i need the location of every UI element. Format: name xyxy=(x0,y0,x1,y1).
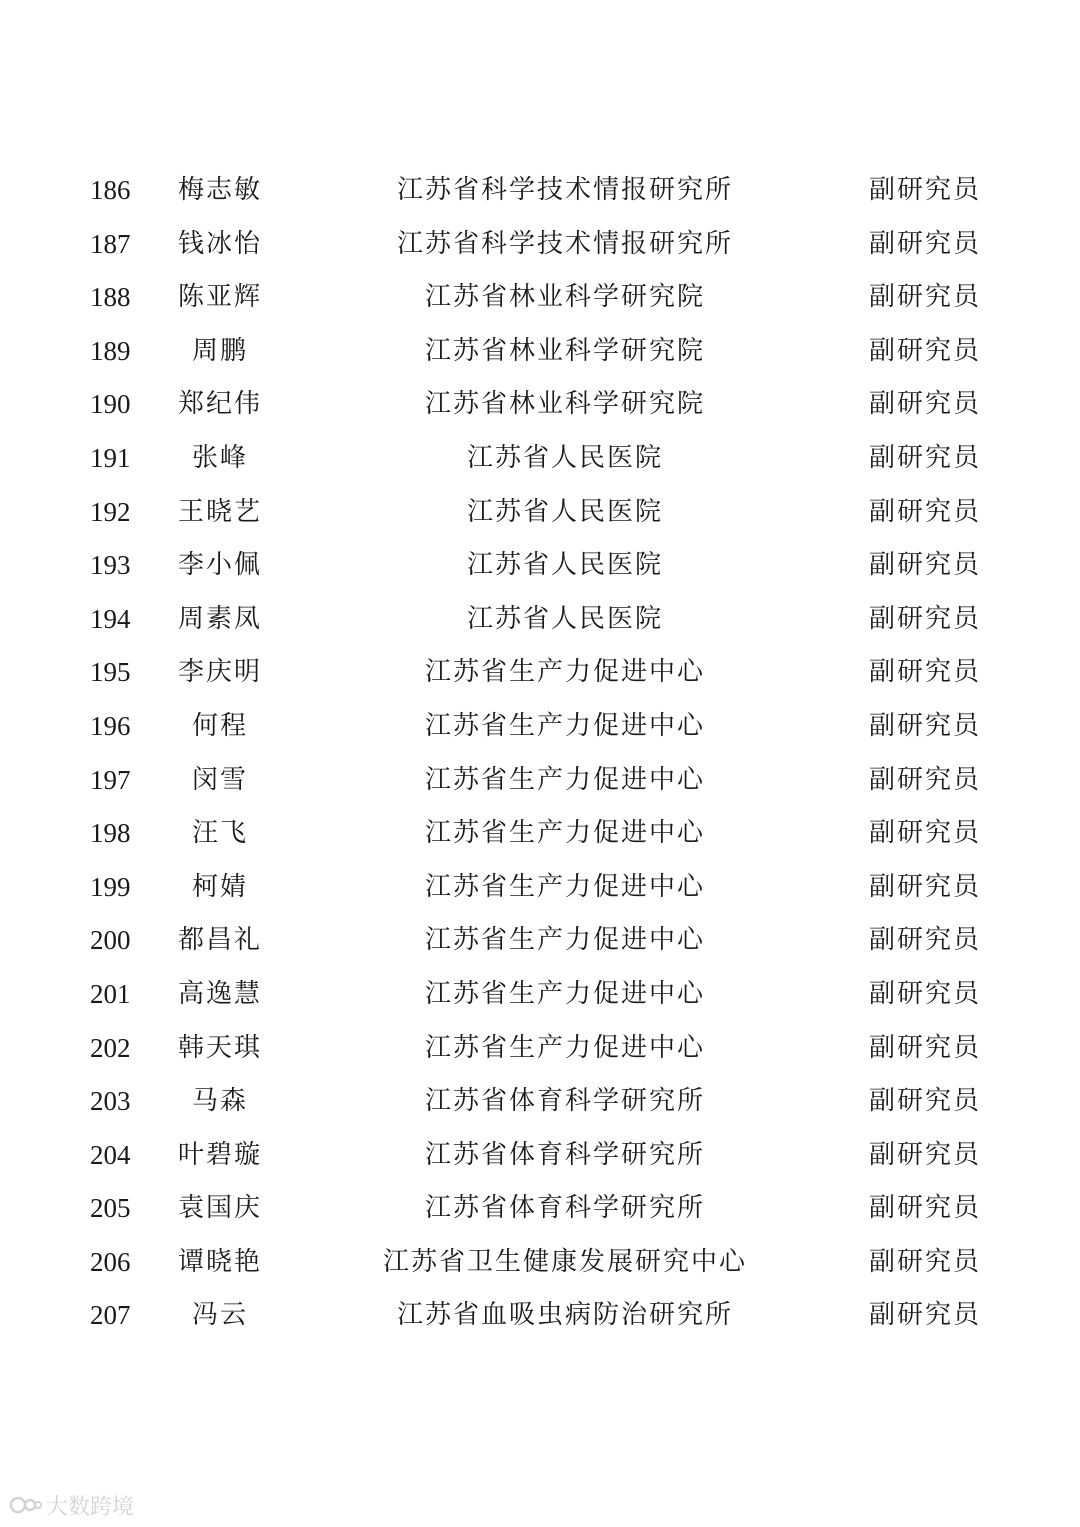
person-name: 谭晓艳 xyxy=(177,1246,262,1277)
job-title: 副研究员 xyxy=(868,1193,981,1224)
person-name: 袁国庆 xyxy=(177,1193,262,1224)
job-title: 副研究员 xyxy=(868,978,981,1009)
table-row xyxy=(0,646,1080,700)
person-name: 钱冰怡 xyxy=(177,228,262,259)
job-title: 副研究员 xyxy=(868,710,981,741)
job-title: 副研究员 xyxy=(868,442,981,473)
person-name: 柯婧 xyxy=(191,871,248,902)
person-name: 郑纪伟 xyxy=(177,389,262,420)
person-name: 韩天琪 xyxy=(177,1032,262,1063)
organization: 江苏省生产力促进中心 xyxy=(424,978,705,1009)
person-name: 李庆明 xyxy=(177,657,262,688)
person-name: 都昌礼 xyxy=(177,925,262,956)
job-title: 副研究员 xyxy=(868,657,981,688)
table-row xyxy=(0,271,1080,325)
organization: 江苏省生产力促进中心 xyxy=(424,764,705,795)
job-title: 副研究员 xyxy=(868,228,981,259)
organization: 江苏省生产力促进中心 xyxy=(424,710,705,741)
organization: 江苏省林业科学研究院 xyxy=(424,389,705,420)
row-number: 191 xyxy=(90,442,131,473)
organization: 江苏省卫生健康发展研究中心 xyxy=(382,1246,747,1277)
row-number: 204 xyxy=(90,1139,131,1170)
organization: 江苏省生产力促进中心 xyxy=(424,925,705,956)
job-title: 副研究员 xyxy=(868,603,981,634)
organization: 江苏省生产力促进中心 xyxy=(424,1032,705,1063)
row-number: 198 xyxy=(90,818,131,849)
person-name: 闵雪 xyxy=(191,764,248,795)
table-row xyxy=(0,378,1080,432)
row-number: 207 xyxy=(90,1300,131,1331)
table-row xyxy=(0,1236,1080,1290)
organization: 江苏省科学技术情报研究所 xyxy=(396,228,733,259)
job-title: 副研究员 xyxy=(868,389,981,420)
job-title: 副研究员 xyxy=(868,1300,981,1331)
person-name: 周素凤 xyxy=(177,603,262,634)
organization: 江苏省人民医院 xyxy=(466,550,663,581)
table-row xyxy=(0,539,1080,593)
table-row xyxy=(0,1289,1080,1343)
job-title: 副研究员 xyxy=(868,925,981,956)
table-row xyxy=(0,486,1080,540)
table-row xyxy=(0,914,1080,968)
organization: 江苏省体育科学研究所 xyxy=(424,1193,705,1224)
person-name: 陈亚辉 xyxy=(177,282,262,313)
person-name: 李小佩 xyxy=(177,550,262,581)
person-name: 梅志敏 xyxy=(177,175,262,205)
person-name: 叶碧璇 xyxy=(177,1139,262,1170)
row-number: 194 xyxy=(90,603,131,634)
row-number: 197 xyxy=(90,764,131,795)
watermark xyxy=(8,1490,134,1520)
organization: 江苏省科学技术情报研究所 xyxy=(396,175,733,205)
job-title: 副研究员 xyxy=(868,1032,981,1063)
table-row xyxy=(0,700,1080,754)
job-title: 副研究员 xyxy=(868,764,981,795)
row-number: 186 xyxy=(90,175,131,205)
person-name: 王晓艺 xyxy=(177,496,262,527)
row-number: 193 xyxy=(90,550,131,581)
organization: 江苏省生产力促进中心 xyxy=(424,818,705,849)
table-row xyxy=(0,218,1080,272)
row-number: 192 xyxy=(90,496,131,527)
person-name: 何程 xyxy=(191,710,248,741)
row-number: 189 xyxy=(90,335,131,366)
job-title: 副研究员 xyxy=(868,871,981,902)
organization: 江苏省血吸虫病防治研究所 xyxy=(396,1300,733,1331)
table-row xyxy=(0,593,1080,647)
job-title: 副研究员 xyxy=(868,282,981,313)
table-row xyxy=(0,1075,1080,1129)
table-row xyxy=(0,968,1080,1022)
organization: 江苏省林业科学研究院 xyxy=(424,282,705,313)
person-name: 张峰 xyxy=(191,442,248,473)
brand-logo-icon xyxy=(8,1493,42,1517)
organization: 江苏省人民医院 xyxy=(466,442,663,473)
row-number: 201 xyxy=(90,978,131,1009)
table-row xyxy=(0,1129,1080,1183)
job-title: 副研究员 xyxy=(868,1246,981,1277)
person-name: 冯云 xyxy=(191,1300,248,1331)
row-number: 187 xyxy=(90,228,131,259)
job-title: 副研究员 xyxy=(868,550,981,581)
table-row xyxy=(0,754,1080,808)
table-row xyxy=(0,807,1080,861)
job-title: 副研究员 xyxy=(868,1139,981,1170)
watermark-text: 大数跨境 xyxy=(46,1494,135,1520)
organization: 江苏省体育科学研究所 xyxy=(424,1139,705,1170)
job-title: 副研究员 xyxy=(868,1086,981,1117)
table-row xyxy=(0,1182,1080,1236)
person-name: 马森 xyxy=(191,1086,248,1117)
table-row xyxy=(0,1022,1080,1076)
organization: 江苏省林业科学研究院 xyxy=(424,335,705,366)
table-row xyxy=(0,861,1080,915)
person-name: 周鹏 xyxy=(191,335,248,366)
row-number: 200 xyxy=(90,925,131,956)
person-name: 汪飞 xyxy=(191,818,248,849)
row-number: 190 xyxy=(90,389,131,420)
person-name: 高逸慧 xyxy=(177,978,262,1009)
row-number: 203 xyxy=(90,1086,131,1117)
job-title: 副研究员 xyxy=(868,818,981,849)
row-number: 206 xyxy=(90,1246,131,1277)
row-number: 196 xyxy=(90,710,131,741)
job-title: 副研究员 xyxy=(868,175,981,205)
table-row xyxy=(0,164,1080,218)
organization: 江苏省生产力促进中心 xyxy=(424,657,705,688)
table-row xyxy=(0,325,1080,379)
row-number: 188 xyxy=(90,282,131,313)
row-number: 205 xyxy=(90,1193,131,1224)
job-title: 副研究员 xyxy=(868,496,981,527)
row-number: 195 xyxy=(90,657,131,688)
job-title: 副研究员 xyxy=(868,335,981,366)
row-number: 202 xyxy=(90,1032,131,1063)
organization: 江苏省人民医院 xyxy=(466,603,663,634)
personnel-table xyxy=(0,164,1080,1343)
table-row xyxy=(0,432,1080,486)
organization: 江苏省体育科学研究所 xyxy=(424,1086,705,1117)
row-number: 199 xyxy=(90,871,131,902)
organization: 江苏省生产力促进中心 xyxy=(424,871,705,902)
organization: 江苏省人民医院 xyxy=(466,496,663,527)
